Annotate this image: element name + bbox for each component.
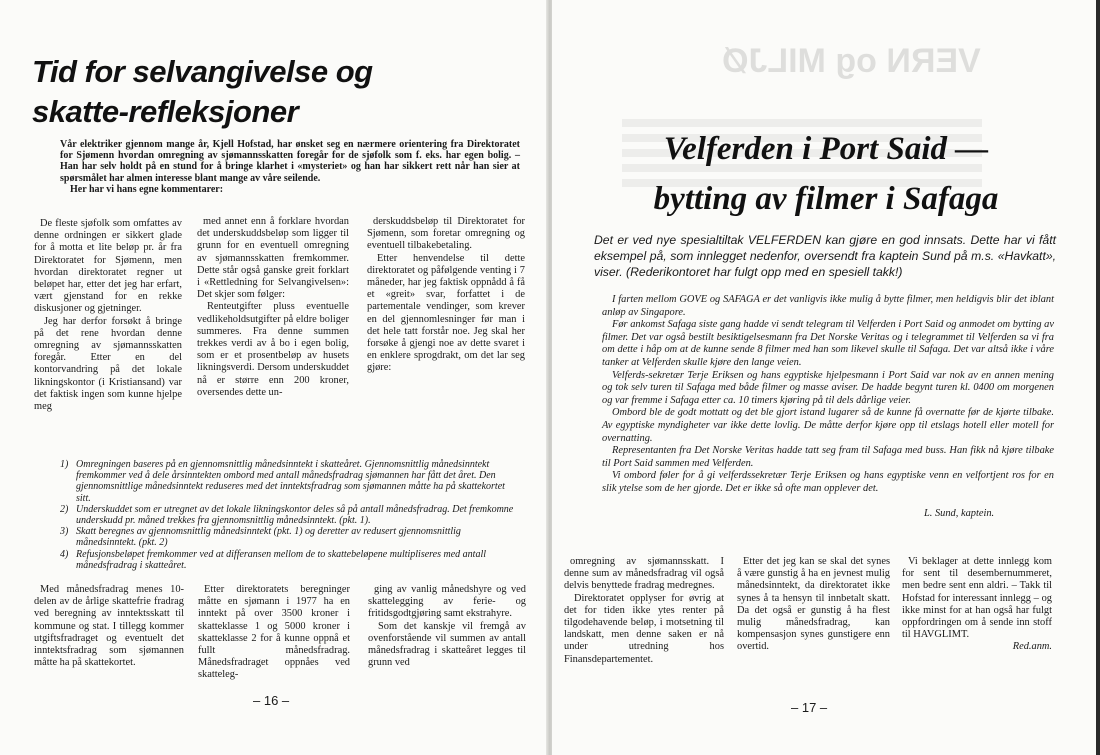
body-paragraph: Som det kanskje vil fremgå av ovenforstående vil summen av antall månedsfradrag i skatteåret legges til grunn ved <box>368 620 526 669</box>
letter-signature: L. Sund, kaptein. <box>924 508 995 519</box>
note-text: Refusjonsbeløpet fremkommer ved at differansen mellom de to skattebeløpene multipliseres med antall månedsfradrag i skatteåret. <box>76 548 487 571</box>
note-number: 2) <box>60 503 69 515</box>
body-paragraph: Etter det jeg kan se skal det synes å være gunstig å ha en jevnest mulig månedsinntekt, da direktoratet ikke synes å ta hensyn til innbetalt skatt. Da det også er gunstig å ha flest mulig månedsfradrag, kan kompensasjon synes gunstigere enn overtid. <box>737 556 890 653</box>
editor-note: Red.anm. <box>1012 641 1052 653</box>
page-number: – 17 – <box>791 700 828 715</box>
body-paragraph: Jeg har derfor forsøkt å bringe på det rene hvordan denne omregning av sjømannsskatten foregår. Etter en del kontorvandring på det lokale likningskontor (i Kristiansand) var det faktisk ingen som kunne hjelpe meg <box>34 315 182 413</box>
body-paragraph: Vi beklager at dette innlegg kom for sent til desembernummeret, men bedre sent enn aldri. – Takk til Hofstad for interessant innlegg – og ikke minst for at han også har fulgt oppfordringen om å sende inn stoff til HAVGLIMT. <box>902 556 1052 641</box>
note-item <box>60 459 515 504</box>
body-paragraph: Med månedsfradrag menes 10-delen av de årlige skattefrie fradrag ved beregning av inntektsskatt til kommune og stat. I tillegg kommer utgiftsfradraget og eventuelt det inntektsfradrag som sjømannen måtte ha på skattekortet. <box>34 584 184 669</box>
ghost-title: VERN og MILJØ <box>722 42 981 80</box>
body-paragraph: Etter henvendelse til dette direktoratet og påfølgende venting i 7 måneder, har jeg faktisk oppnådd å få et «greit» svar, forfattet i de partementale vendinger, som krever en del gjennomlesninger før man i det hele tatt forstår noe. Jeg skal her forsøke å gjengi noe av dette svaret i en enklere sprogdrakt, om det lar seg gjøre: <box>367 252 525 374</box>
letter-paragraph: Ombord ble de godt mottatt og det ble gjort istand lugarer så de kunne få overnatte før de kjørte tilbake. Av egyptiske myndigheter var ikke dette lovlig. De måtte derfor kjøre opp til etslags hotell eller motell for overnatting. <box>602 407 1054 444</box>
intro-lead-in: Her har vi hans egne kommentarer: <box>70 183 224 195</box>
letter-paragraph: Velferds-sekretær Terje Eriksen og hans egyptiske hjelpesmann i Port Said var nok av en annen mening og tok selv turen til Safaga med både filmer og masse aviser. De hadde begynt turen kl. 0400 om morgenen og var fremme i Safaga etter ca. 10 timers kjøring på til dels dårlige veier. <box>602 369 1054 406</box>
body-paragraph: De fleste sjøfolk som omfattes av denne ordningen er sikkert glade for å motta et lite beløp pr. år fra Direktoratet for Sjømenn, men hvordan direktoratet regner ut beløpet har, etter det jeg har erfart, vært gjenstand for en rekke diskusjoner og gjetninger. <box>34 218 182 315</box>
article-title <box>32 52 452 132</box>
title-line-2: skatte-refleksjoner <box>32 94 299 129</box>
body-column-2 <box>197 216 349 399</box>
letter-paragraph: Vi ombord føler for å gi velferdssekretær Terje Eriksen og hans egyptiske venn en velfortjent ros for en slik ytelse som de her gjorde. Det er ikke så ofte man opplever det. <box>602 470 1054 494</box>
note-number: 4) <box>60 548 69 560</box>
letter-paragraph: Før ankomst Safaga siste gang hadde vi sendt telegram til Velferden i Port Said og anmodet om bytting av filmer. Det var også bestilt besiktigelsesmann fra Det Norske Veritas og i telegrammet til Velferden sa vi fra om dette i håp om at de kunne sende 8 filmer med han som likevel skulle til Safaga. Det var altså ikke i våre tanker at Velferden skulle kjøre den lange veien. <box>602 319 1054 368</box>
article-subhead: Det er ved nye spesialtiltak VELFERDEN kan gjøre en god innsats. Dette har vi fått eksempel på, som innlegget nedenfor, oversendt fra kaptein Sund på m.s. «Havkatt», viser. (Rederikontoret har fulgt opp med en spesiell takk!) <box>594 233 1056 279</box>
note-item <box>60 549 515 571</box>
letter-body <box>602 294 1054 496</box>
lower-column-1 <box>34 584 184 669</box>
body-paragraph: med annet enn å forklare hvordan det underskuddsbeløp som ligger til grunn for en eventuell omregning av sjømannsskatten fremkommer. Dette står også ganske greit forklart i «Rettledning for Selvangivelsen»: Det skjer som følger: <box>197 216 349 301</box>
note-text: Omregningen baseres på en gjennomsnittlig månedsinntekt i skatteåret. Gjennomsnittlig månedsinntekt fremkommer ved å dele årsinntekten ombord med antall månedsfradrag sjømannen har fått det året. Den gjennomsnittlige månedsinntekt reduseres med det inntektsfradrag som sjømannen måtte ha på skattekortet sitt. <box>76 459 505 504</box>
lower-column-3 <box>368 584 526 669</box>
lower-column-2 <box>198 584 350 682</box>
lower-column-2 <box>737 556 890 654</box>
note-item <box>60 504 515 526</box>
title-line-1: Velferden i Port Said — <box>663 131 989 167</box>
page-17 <box>552 0 1100 755</box>
note-item <box>60 526 515 548</box>
title-line-2: bytting av filmer i Safaga <box>653 181 999 217</box>
letter-paragraph: I farten mellom GOVE og SAFAGA er det vanligvis ikke mulig å bytte filmer, men heldigvis blir det iblant anløp av Singapore. <box>602 294 1054 318</box>
body-paragraph: omregning av sjømannsskatt. I denne sum av månedsfradrag vil også delvis benyttede fradrag medregnes. <box>564 556 724 592</box>
page-edge <box>1096 0 1100 755</box>
body-paragraph: Direktoratet opplyser for øvrig at det for tiden ikke ytes renter på tilgodehavende beløp, i motsetning til landskatt, men denne saken er nå under utredning hos Finansdepartementet. <box>564 592 724 665</box>
body-paragraph: Renteutgifter pluss eventuelle vedlikeholdsutgifter på eldre boliger summeres. Fra denne summen trekkes verdi av å bo i egen bolig, som er et prosentbeløp av husets likningsverdi. Dersom underskuddet nå er større enn 200 kroner, oversendes dette un- <box>197 301 349 398</box>
body-paragraph: derskuddsbeløp til Direktoratet for Sjømenn, som foretar omregning og eventuell tilbakebetaling. <box>367 216 525 252</box>
body-paragraph: Etter direktoratets beregninger måtte en sjømann i 1977 ha en inntekt på over 3500 kroner i skatteklasse 1 og 5000 kroner i skatteklasse 2 for å kunne oppnå et fullt månedsfradrag. Månedsfradraget oppnåes ved skatteleg- <box>198 584 350 681</box>
page-16 <box>0 0 548 755</box>
body-column-1 <box>34 218 182 413</box>
note-text: Skatt beregnes av gjennomsnittlig månedsinntekt (pkt. 1) og deretter av redusert gjennomsnittlig månedsinntekt. (pkt. 2) <box>76 526 461 549</box>
lower-column-1 <box>564 556 724 666</box>
letter-paragraph: Representanten fra Det Norske Veritas hadde tatt seg fram til Safaga med buss. Han fikk nå kjøre tilbake til Port Said sammen med Velferden. <box>602 445 1054 469</box>
body-column-3 <box>367 216 525 375</box>
lower-column-3 <box>902 556 1052 654</box>
article-intro <box>60 139 520 195</box>
note-number: 1) <box>60 459 69 470</box>
note-number: 3) <box>60 526 69 538</box>
title-line-1: Tid for selvangivelse og <box>32 54 373 89</box>
numbered-notes <box>60 459 515 571</box>
note-text: Underskuddet som er utregnet av det lokale likningskontor deles så på antall månedsfradrag. Det fremkomne underskudd pr. måned trekkes fra gjennomsnittlig månedsinntekt. (pkt. 1). <box>76 503 514 527</box>
article-title <box>552 124 1100 224</box>
body-paragraph: ging av vanlig månedshyre og ved skattelegging av ferie- og fritidsgodtgjøring samt ekstrahyre. <box>368 584 526 620</box>
page-number: – 16 – <box>253 693 290 708</box>
intro-paragraph: Vår elektriker gjennom mange år, Kjell Hofstad, har ønsket seg en nærmere orientering fra Direktoratet for Sjømenn hvordan omregning av sjømannsskatten foregår for de sjøfolk som f. eks. har egen bolig. – Han har selv holdt på en stund for å bringe klarhet i «mysteriet» og han har sikkert rett når han sier at spørsmålet har almen interesse blant mange av våre seilende. <box>60 139 520 184</box>
